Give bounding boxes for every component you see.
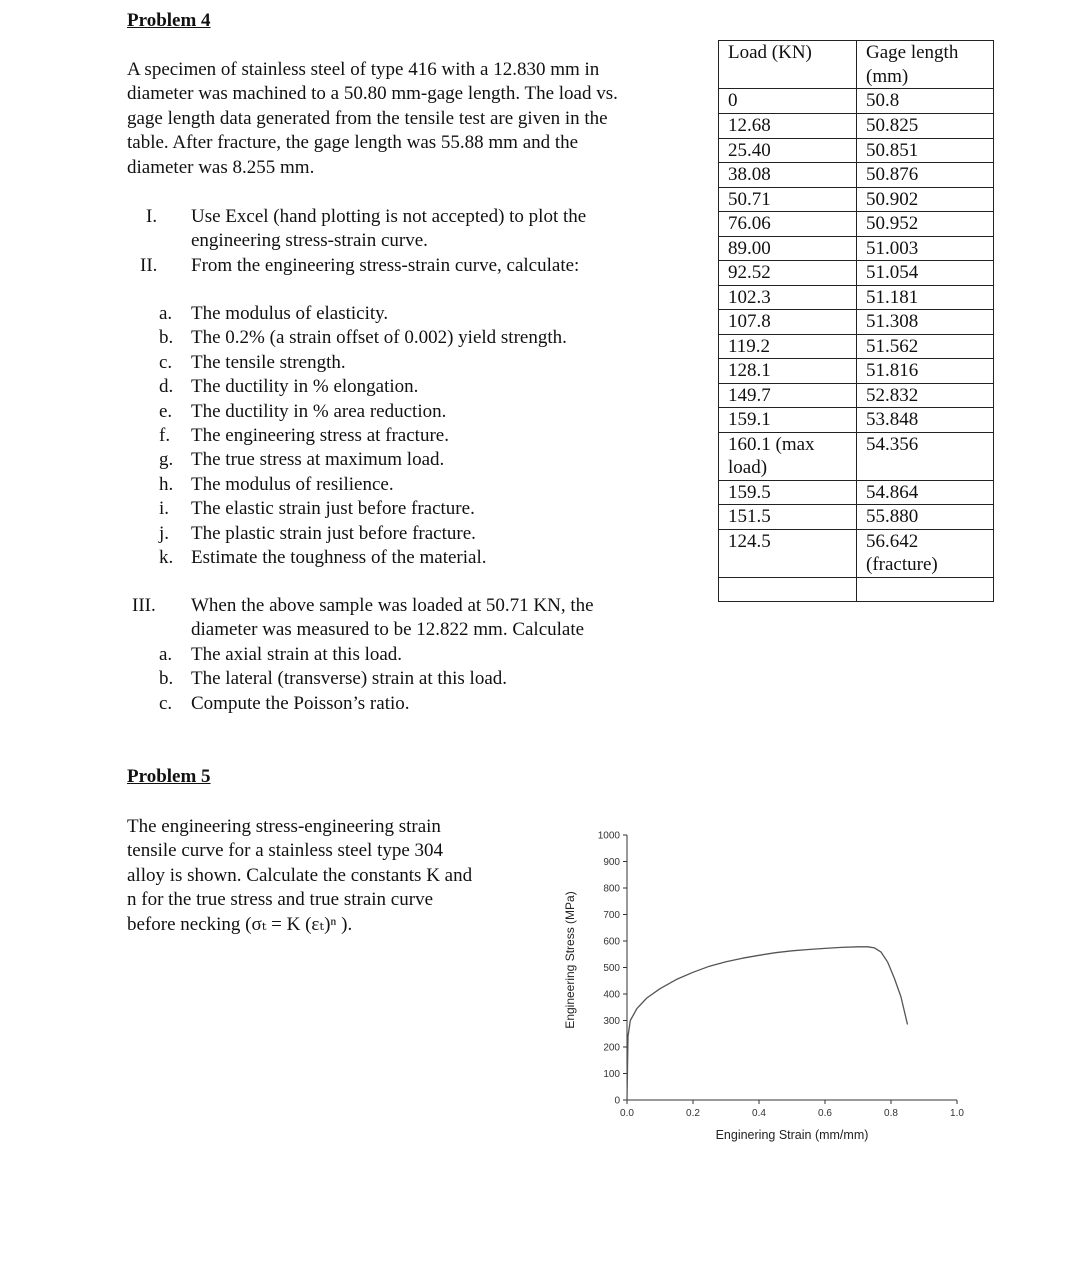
part3-line: When the above sample was loaded at 50.71 KN, the: [191, 595, 594, 616]
problem5-line: alloy is shown. Calculate the constants K and: [127, 864, 473, 886]
y-tick-label: 0: [614, 1095, 620, 1107]
load-cell: 160.1 (max load): [719, 432, 857, 480]
gage-length-cell: 53.848: [857, 408, 994, 433]
list-marker: c.: [159, 692, 173, 714]
x-tick-label: 0.2: [686, 1108, 700, 1119]
y-tick-label: 600: [603, 936, 620, 948]
gage-length-cell: 51.816: [857, 359, 994, 384]
list-item: The modulus of resilience.: [191, 473, 394, 495]
y-tick-label: 200: [603, 1042, 620, 1054]
gage-length-cell: 52.832: [857, 383, 994, 408]
part3-markers: [159, 643, 173, 716]
gage-length-cell: 55.880: [857, 505, 994, 530]
load-cell: 12.68: [719, 114, 857, 139]
load-cell: 25.40: [719, 138, 857, 163]
y-tick-label: 100: [603, 1069, 620, 1080]
y-tick-label: 500: [603, 963, 620, 974]
list-item: The modulus of elasticity.: [191, 303, 389, 324]
x-tick-label: 1.0: [950, 1108, 964, 1119]
part3-text: [191, 594, 691, 643]
table-row: [719, 261, 994, 286]
y-tick-label: 400: [603, 989, 620, 1001]
list-item: The 0.2% (a strain offset of 0.002) yield strength.: [191, 327, 567, 349]
x-axis-label: Enginering Strain (mm/mm): [715, 1128, 869, 1142]
gage-length-cell: 50.876: [857, 163, 994, 188]
part1-line: Use Excel (hand plotting is not accepted) to plot the: [191, 206, 587, 227]
table-row: [719, 310, 994, 335]
y-tick-label: 1000: [597, 830, 620, 842]
load-cell: 151.5: [719, 505, 857, 530]
table-row: [719, 212, 994, 237]
problem5-line: before necking (σₜ = K (εₜ)ⁿ ).: [127, 913, 353, 935]
load-cell: 119.2: [719, 334, 857, 359]
load-cell: 89.00: [719, 236, 857, 261]
gage-length-cell: 56.642 (fracture): [857, 529, 994, 577]
part3-line: diameter was measured to be 12.822 mm. Calculate: [191, 619, 585, 641]
x-tick-label: 0.0: [620, 1108, 634, 1119]
intro-line: A specimen of stainless steel of type 416 with a 12.830 mm in: [127, 59, 600, 80]
list-marker: h.: [159, 473, 174, 495]
load-cell: 76.06: [719, 212, 857, 237]
list-item: Compute the Poisson’s ratio.: [191, 692, 410, 714]
part2-list: [191, 302, 691, 570]
part2-marker: II.: [140, 255, 158, 276]
load-cell: [719, 577, 857, 601]
list-item: The ductility in % area reduction.: [191, 400, 447, 422]
part1-marker: I.: [146, 206, 158, 227]
list-item: The tensile strength.: [191, 351, 346, 373]
list-marker: b.: [159, 668, 174, 690]
list-item: The engineering stress at fracture.: [191, 425, 449, 447]
table-row: [719, 577, 994, 601]
load-cell: 0: [719, 89, 857, 114]
list-item: Estimate the toughness of the material.: [191, 547, 487, 569]
table-row: [719, 89, 994, 114]
list-item: The true stress at maximum load.: [191, 449, 445, 471]
gage-length-cell: 51.308: [857, 310, 994, 335]
gage-length-cell: 51.181: [857, 285, 994, 310]
list-item: The plastic strain just before fracture.: [191, 522, 476, 544]
table-row: [719, 236, 994, 261]
list-marker: a.: [159, 303, 173, 324]
list-marker: e.: [159, 400, 173, 422]
list-marker: j.: [159, 522, 170, 544]
part1-line: engineering stress-strain curve.: [191, 230, 428, 252]
column-header-load: Load (KN): [719, 41, 857, 89]
intro-line: gage length data generated from the tensile test are given in the: [127, 107, 608, 129]
list-item: The axial strain at this load.: [191, 644, 403, 665]
load-cell: 159.1: [719, 408, 857, 433]
gage-length-cell: 51.054: [857, 261, 994, 286]
table-row: [719, 285, 994, 310]
y-tick-label: 900: [603, 857, 620, 868]
list-marker: c.: [159, 351, 173, 373]
load-cell: 38.08: [719, 163, 857, 188]
gage-length-cell: 50.952: [857, 212, 994, 237]
list-marker: b.: [159, 327, 174, 349]
table-row: [719, 383, 994, 408]
list-marker: f.: [159, 425, 171, 447]
intro-line: diameter was 8.255 mm.: [127, 156, 315, 178]
part1-text: [191, 205, 691, 254]
table-row: [719, 408, 994, 433]
load-gage-table: [718, 40, 994, 602]
gage-length-cell: [857, 577, 994, 601]
list-marker: i.: [159, 498, 170, 520]
load-cell: 124.5: [719, 529, 857, 577]
table-row: [719, 114, 994, 139]
problem4-heading: Problem 4: [127, 10, 211, 31]
problem5-heading: Problem 5: [127, 766, 211, 787]
load-cell: 128.1: [719, 359, 857, 384]
gage-length-cell: 50.8: [857, 89, 994, 114]
list-marker: a.: [159, 644, 173, 665]
table-row: [719, 359, 994, 384]
x-tick-label: 0.6: [818, 1108, 832, 1119]
table-row: [719, 432, 994, 480]
problem5-line: tensile curve for a stainless steel type 304: [127, 840, 444, 862]
table-row: [719, 529, 994, 577]
list-item: The elastic strain just before fracture.: [191, 498, 475, 520]
load-cell: 102.3: [719, 285, 857, 310]
part3-list: [191, 643, 691, 716]
list-item: The ductility in % elongation.: [191, 376, 419, 398]
part2-markers: [159, 302, 173, 570]
load-cell: 50.71: [719, 187, 857, 212]
load-cell: 92.52: [719, 261, 857, 286]
x-tick-label: 0.4: [752, 1108, 766, 1119]
list-marker: d.: [159, 376, 174, 398]
gage-length-cell: 51.562: [857, 334, 994, 359]
stress-strain-chart: [555, 815, 975, 1155]
table-header-row: [719, 41, 994, 89]
problem5-line: The engineering stress-engineering strain: [127, 816, 441, 837]
table-row: [719, 163, 994, 188]
list-item: The lateral (transverse) strain at this load.: [191, 668, 508, 690]
column-header-gage-length: Gage length (mm): [857, 41, 994, 89]
table-row: [719, 334, 994, 359]
gage-length-cell: 50.851: [857, 138, 994, 163]
intro-line: table. After fracture, the gage length was 55.88 mm and the: [127, 132, 579, 154]
y-tick-label: 800: [603, 883, 620, 895]
gage-length-cell: 51.003: [857, 236, 994, 261]
table-row: [719, 505, 994, 530]
table-row: [719, 138, 994, 163]
part3-marker: III.: [132, 595, 156, 616]
list-marker: g.: [159, 449, 174, 471]
gage-length-cell: 50.825: [857, 114, 994, 139]
list-marker: k.: [159, 547, 174, 569]
load-cell: 159.5: [719, 480, 857, 505]
load-cell: 149.7: [719, 383, 857, 408]
y-tick-label: 700: [603, 910, 620, 921]
y-tick-label: 300: [603, 1016, 620, 1027]
gage-length-cell: 54.864: [857, 480, 994, 505]
gage-length-cell: 54.356: [857, 432, 994, 480]
series-line-0: [627, 947, 908, 1100]
intro-line: diameter was machined to a 50.80 mm-gage length. The load vs.: [127, 83, 618, 105]
gage-length-cell: 50.902: [857, 187, 994, 212]
table-row: [719, 480, 994, 505]
problem5-text: [127, 815, 547, 937]
problem5-line: n for the true stress and true strain curve: [127, 889, 434, 911]
table-row: [719, 187, 994, 212]
problem4-intro: [127, 58, 707, 180]
part2-text: From the engineering stress-strain curve, calculate:: [191, 255, 580, 276]
load-cell: 107.8: [719, 310, 857, 335]
y-axis-label: Engineering Stress (MPa): [563, 891, 577, 1029]
x-tick-label: 0.8: [884, 1108, 898, 1119]
